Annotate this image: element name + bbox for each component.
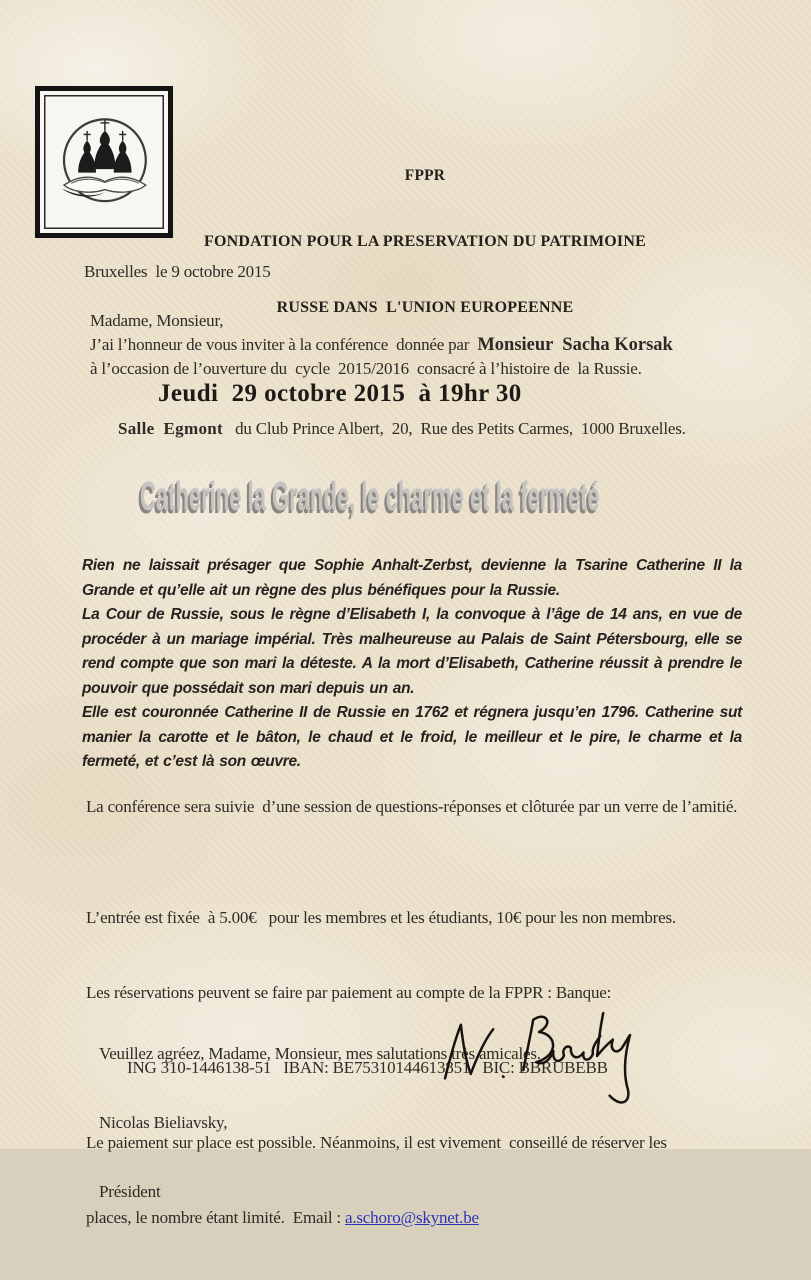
signer-title: Président	[99, 1182, 161, 1201]
abstract-paragraph: Elle est couronnée Catherine II de Russie en 1762 et régnera jusqu’en 1796. Catherine sut manier la carotte et le bâton, le chaud et le froid, le meilleur et le pire, le charme et la fermeté, et c’est là son œuvre.	[82, 704, 742, 770]
abstract-paragraph: Rien ne laissait présager que Sophie Anhalt-Zerbst, devienne la Tsarine Catherine II la Grande et qu’elle ait un règne des plus bénéfiques pour la Russie.	[82, 557, 742, 599]
org-name-line2: RUSSE DANS L'UNION EUROPEENNE	[276, 299, 574, 316]
venue-address: du Club Prince Albert, 20, Rue des Petits Carmes, 1000 Bruxelles.	[222, 419, 686, 438]
event-datetime: Jeudi 29 octobre 2015 à 19hr 30	[158, 380, 522, 407]
invitation-line1	[90, 335, 673, 356]
invitation-line2: à l’occasion de l’ouverture du cycle 2015/2016 consacré à l’histoire de la Russie.	[90, 359, 642, 378]
dateline: Bruxelles le 9 octobre 2015	[84, 262, 271, 281]
lecture-title-wordart: Catherine la Grande, le charme et la fermeté	[140, 475, 600, 519]
handwritten-signature	[436, 1008, 648, 1119]
speaker-name: Monsieur Sacha Korsak	[477, 335, 673, 355]
org-name-line1: FONDATION POUR LA PRESERVATION DU PATRIMOINE	[204, 233, 646, 250]
event-venue	[118, 419, 686, 439]
signer-name: Nicolas Bieliavsky,	[99, 1113, 228, 1132]
email-link[interactable]: a.schoro@skynet.be	[345, 1208, 479, 1227]
abstract-paragraph: La Cour de Russie, sous le règne d’Elisabeth I, la convoque à l’âge de 14 ans, en vue de procéder à un mariage impérial. Très malheureuse au Palais de Saint Pétersbourg, elle se rend compte que son mari la déteste. A la mort d’Elisabeth, Catherine réussit à prendre le pouvoir que possédait son mari depuis un an.	[82, 606, 742, 697]
on-site-payment-line1: Le paiement sur place est possible. Néanmoins, il est vivement conseillé de réserver les	[86, 1133, 667, 1152]
valediction: Veuillez agréez, Madame, Monsieur, mes salutations très amicales.	[99, 1044, 541, 1063]
reservation-line: Les réservations peuvent se faire par paiement au compte de la FPPR : Banque:	[86, 983, 612, 1002]
lecture-abstract	[82, 554, 742, 775]
entry-fee-line: L’entrée est fixée à 5.00€ pour les membres et les étudiants, 10€ pour les non membres.	[86, 908, 676, 927]
salutation: Madame, Monsieur,	[90, 311, 224, 330]
org-abbreviation: FPPR	[404, 167, 446, 184]
venue-room: Salle Egmont	[118, 419, 223, 438]
bank-details-line: ING 310-1446138-51 IBAN: BE75310144613851 BIC: BBRUBEBB	[127, 1058, 608, 1077]
conference-note: La conférence sera suivie d’une session de questions-réponses et clôturée par un verre de l’amitié.	[86, 797, 738, 816]
email-label: places, le nombre étant limité. Email :	[86, 1208, 345, 1227]
invitation-text: J’ai l’honneur de vous inviter à la conférence donnée par	[90, 335, 478, 354]
